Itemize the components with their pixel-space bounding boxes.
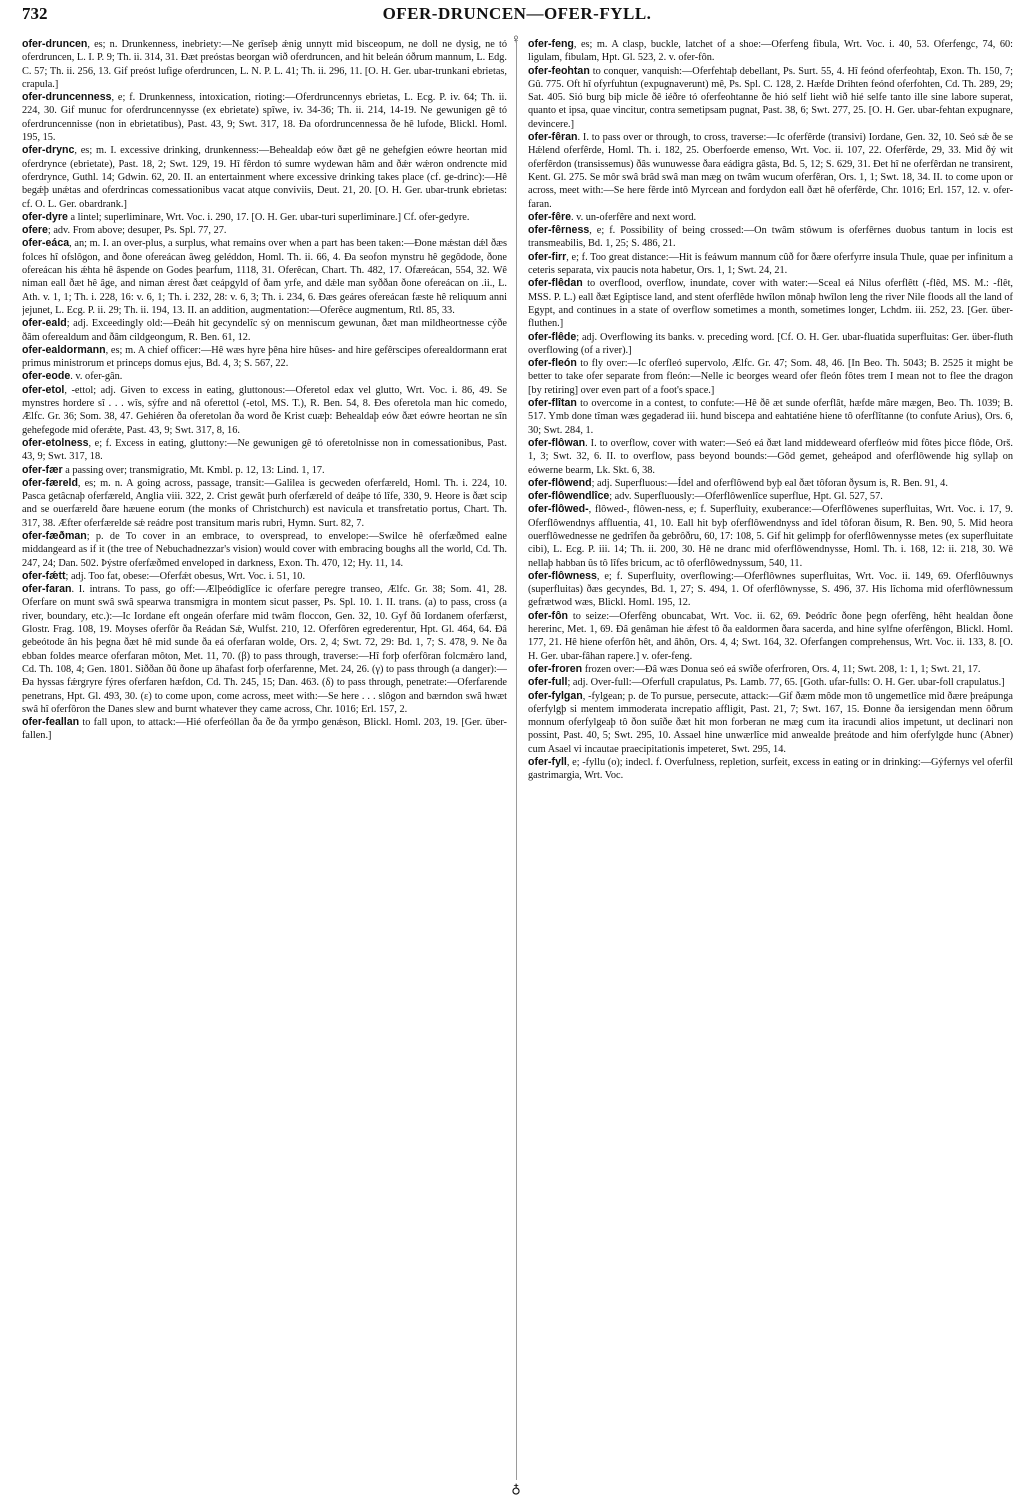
entry-headword: ofer-fôn [528,609,569,622]
entry-headword: ofer-fær [22,463,63,476]
entry-definition: frozen over:—Ðâ wæs Donua seó eá swîðe oferfroren, Ors. 4, 11; Swt. 208, 1: 1, 1; Swt. 21, 17. [582,663,981,675]
entry-headword: ofer-feng [528,38,574,50]
entry-definition: . I. to overflow, cover with water:—Seó eá ðæt land middeweard oferfleów mid fôtes þicce flôde, Orš. 1, 3; Swt. 32, 6. II. to overflow, pass beyond bounds:—Gôd gemet, geheápod and oferflôwende hig syllaþ on eówerne bearm, Lk. Skt. 6, 38. [528,437,1013,476]
column-divider [516,40,517,1480]
entry-definition: , es; n. Drunkenness, inebriety:—Ne gerîseþ ǽnig unnytt mid bisceopum, ne doll ne dysig, ne tó oferdruncen, L. I. P. 9; Th. ii. 314, 31. Ðæt preóstas beorgan wið oferdruncen, and hit beleán óðrum mannum, L. Edg. C. 57; Th. ii. 256, 13. Gif preóst lufige oferdruncen, L. N. P. L. 41; Th. ii. 296, 11. [O. H. Ger. ubar-trunkani ebrietas, crapula.] [22,39,507,90]
column-divider-bottom-ornament: ♁ [511,1481,521,1496]
entry-headword: ofer-flôwend [528,476,592,489]
entry-definition: , e; f. Excess in eating, gluttony:—Ne gewunigen gê tó oferetolnisse non in comessationibus, Past. 43, 9; Swt. 317, 18. [22,437,507,463]
dictionary-entry [528,211,1013,224]
entry-headword: ofer-froren [528,662,583,675]
dictionary-entry [22,211,507,224]
entry-headword: ofer-færeld [22,476,78,489]
entry-definition: . v. ofer-gân. [70,371,123,383]
entry-definition: , e; -fyllu (o); indecl. f. Overfulness, repletion, surfeit, excess in eating or in drinking:—Gýfernys vel oferfil gastrimargia, Wrt. Voc. [528,757,1013,782]
dictionary-entry [22,237,507,317]
entry-definition: ; adj. Exceedingly old:—Ðeáh hit gecyndelîc sý on menniscum gewunan, ðæt man mildheortnesse cýðe ðâm oferealdum and ðâm cildgeongum, R. Ben. 61, 12. [22,318,507,343]
entry-definition: , es; m. n. A going across, passage, transit:—Galilea is gecweden oferfæreld, Homl. Th. i. 224, 10. Pasca getâcnaþ oferfæreld, Anglia viii. 322, 2. Crist gewât þurh oferfæreld of deáþe tó lîfe, 330, 9. Heore is ðæt scip and se ouerfæreld ðare hæuene eorum (the monks of Christchurch) est navicula et transfretatio portus, Chart. Th. 317, 38. Æfter oferfærelde sǽ reádre post transitum maris rubri, Hymn. Surt. 82, 7. [22,477,507,529]
entry-definition: ; adj. Too fat, obese:—Oferfǽt obesus, Wrt. Voc. i. 51, 10. [65,570,306,582]
dictionary-entry [528,477,1013,490]
entry-headword: ofer-fêran [528,131,578,144]
dictionary-entry [22,370,507,383]
dictionary-entry [528,570,1013,610]
entry-headword: ofer-full [528,676,568,689]
entry-definition: , an; m. I. an over-plus, a surplus, what remains over when a part has been taken:—Ðone mǽstan dǽl ðæs folces hî ofslôgon, and ðone ofereácan âweg geléddon, Homl. Th. ii. 66, 4. Ða seofon mynstru hê gegôdode, ðone ofereácan his ǽhta hê âspende on Godes þearfum, 1118, 31. Oferêcan, Chart. Th. 482, 17. Ofæreácan, 554, 32. Wê niman eall ðæt hê âge, and niman ǽrest ðæt ceápgyld of ðam yrfe, and dǽle man syððan ðone ofereácan on .ii., L. Ath. v. 1, 1; Th. i. 228, 16: v. 6, 1; Th. i. 232, 28: v. 6, 3; Th. i. 234, 6. Ðæs geáres ofereácan fæste hê reliquum anni jejunet, L. Ecg. P. ii. 29; Th. ii. 194, 13. II. an addition, augmentation:—Oferêce augmentum, Rtl. 85, 33. [22,238,507,316]
dictionary-entry [22,477,507,530]
entry-definition: , es; m. A clasp, buckle, latchet of a shoe:—Oferfeng fibula, Wrt. Voc. i. 40, 53. Oferfengc, 74, 60: ligulam, fibulam, Hpt. Gl. 523, 2. v. ofer-fôn. [528,39,1013,64]
page-number: 732 [22,4,48,23]
dictionary-entry [528,756,1013,783]
entry-headword: ofer-drync [22,144,75,157]
dictionary-entry [22,716,507,743]
entry-headword: ofer-eáca [22,237,70,250]
dictionary-entry [528,690,1013,756]
dictionary-entry [528,676,1013,689]
entry-definition: to fly over:—Ic oferfleó supervolo, Ælfc. Gr. 47; Som. 48, 46. [In Beo. Th. 5043; B. 2525 it might be better to take ofer separate from fleón:—Nelle ic beorges weard ofer fleón fôtes trem I mean not to flee the dragon [by retiring] over even part of a foot's space.] [528,358,1013,396]
entry-headword: ofer-flêdan [528,277,583,290]
entry-definition: . I. intrans. To pass, go off:—Ælþeódiglîce ic oferfare peregre transeo, Ælfc. Gr. 38; Som. 41, 28. Oferfare on munt swâ swâ spearwa transmigra in montem sicut passer, Ps. Spl. 10. 1. II. trans. (a) to pass, cross (a river, boundary, etc.):—Ic Iordane eft ongeán oferfare mid twâm floccon, Gen. 32, 10. Gyf ðû Iordanem oferfærst, Glostr. Frag. 108, 19. Moyses oferfôr ða Reádan Sǽ, Wulfst. 210, 12. Oferfôren egrederentur, Hpt. Gl. 464, 64. Ðâ gebeótode ân his þegna ðæt hê mid sunde ða eá oferfaran wolde, Ors. 2, 4; Swt. 72, 29: Bd. 1, 7; S. 478, 9. Ne ða ebban foldes mearce oferfaran môton, Met. 11, 70. (β) to pass through, traverse:—Hî forþ oferfôran folcmǽro land, Cd. Th. 108, 4; Gen. 1801. Siððan ðû ðone up âhafast forþ oferfarenne, Met. 24, 26. (γ) to pass through (a danger):—Ða hyssas fǽrgryre fýres oferfaren hæfdon, Cd. Th. 245, 15; Dan. 463. (δ) to pass through, penetrate:—Oferfarende penetrans, Hpt. Gl. 493, 30. (ε) to come upon, come across, meet with:—Se here . . . slôgon and bærndon swâ hwæt swâ hî oferfôron the Danes slew and burnt whatever they came across, Chr. 1016; Erl. 157, 2. [22,584,507,715]
dictionary-entry [528,331,1013,358]
entry-headword: ofer-fyll [528,756,567,769]
dictionary-entry [528,251,1013,278]
entry-definition: , flôwed-, flôwen-ness, e; f. Superfluity, exuberance:—Oferflôwenes superfluitas, Wrt. Voc. i. 17, 9. Oferflôwendnys affluentia, 41, 10. Eall hit byþ oferflôwendnyss and îdel tôforan ðisum, R. Ben. 90, 5. Mid heora ouerflôwednesse ne gedrîfen ða gebrôðru, 60, 17: 108, 5. Gif hit gelimpþ for oferflôwennysse metes (ex superfluitate cibi), L. Ecg. P. iii. 14; Th. ii. 200, 30. Hê ne dranc mid oferflôwendnysse, Homl. Th. i. 168, 12: ii. 218, 30. Wê nellaþ habban ûs tô lîfes bricum, ac tô oferflôwednyssum, 540, 11. [528,504,1013,569]
dictionary-entry [528,663,1013,676]
entry-headword: ofer-flôwan [528,436,586,449]
dictionary-entry [22,437,507,464]
entry-definition: ; adj. Superfluous:—Ídel and oferflôwend byþ eal ðæt tôforan ðysum is, R. Ben. 91, 4. [591,477,948,489]
dictionary-entry [528,131,1013,211]
dictionary-entry [22,344,507,371]
entry-definition: . I. to pass over or through, to cross, traverse:—Ic oferfêrde (transivi) Iordane, Gen. 32, 10. Seó sǽ ðe se Hǽlend oferfêrde, Homl. Th. i. 182, 25. Oberfoerde emenso, Wrt. Voc. ii. 107, 22. Oferfêrde, 29, 33. Mid ðý wit oferfêrdon (transissemus) ðâs wunuwesse ðara eádigra gâsta, Bd. 5, 12; S. 629, 31. Ðet hî ne oferfêrdan ne transirent, Kent. Gl. 275. Se môr swâ brâd swâ man mæg on twâm wucum oferfêran, Ors. 1, 1; Swt. 18, 34. II. to come upon or across, meet with:—Se here fêrde intô Myrcean and fordydon eall ðæt hê oferfêrde, Chr. 1016; Erl. 157, 12. v. ofer-faran. [528,132,1013,210]
entry-definition: to overflood, overflow, inundate, cover with water:—Sceal eá Nilus oferflêtt (-flêd, MS. M.: -flêt, MSS. P. L.) eall ðæt Egiptisce land, and stent oferflêde hwîlon mônaþ hwîlon leng the river Nile floods all the land of Egypt, and continues in a state of overflow sometimes a month, sometimes longer, Lchdm. iii. 252, 23. [Ger. über-fluthen.] [528,278,1013,330]
dictionary-entry [22,583,507,716]
entry-headword: ofer-flîtan [528,397,577,410]
dictionary-entry [528,397,1013,437]
entry-definition: , e; f. Drunkenness, intoxication, rioting:—Oferdruncennys ebrietas, L. Ecg. P. iv. 64; Th. ii. 224, 30. Gif munuc for oferdruncennysse (ex ebrietate) spîwe, iv. 34-36; Th. ii. 214, 14-19. Ne gewunigen gê tó oferdruncennisse (non in ebrietatibus), Past. 43, 9; Swt. 317, 18. Ða ofordruncennessa ðe hê lufode, Blickl. Homl. 195, 15. [22,92,507,144]
entry-headword: ofer-flêde [528,330,577,343]
dictionary-entry [22,91,507,144]
entry-definition: . v. un-oferfêre and next word. [570,211,697,223]
entry-definition: a lintel; superliminare, Wrt. Voc. i. 290, 17. [O. H. Ger. ubar-turi superliminare.] Cf. ofer-gedyre. [67,211,470,223]
dictionary-entry [528,610,1013,663]
entry-headword: ofer-fêrness [528,224,590,237]
dictionary-entry [528,490,1013,503]
entry-headword: ofer-druncen [22,38,88,50]
entry-headword: ofer-eald [22,317,67,330]
entry-headword: ofer-feallan [22,716,80,729]
right-column [528,38,1013,1478]
entry-headword: ofer-fǽtt [22,569,66,582]
dictionary-entry [22,144,507,210]
entry-definition: , es; m. I. excessive drinking, drunkenness:—Behealdaþ eów ðæt gê ne gehefgien eówre heortan mid oferdrynce (ebrietate), Past. 18, 2; Swt. 129, 19. Hî fêrdon tó sumre wydewan hâm and ðǽr wǽron ondrencte mid oferdrynce, Guthl. 14; Gdwin. 62, 20. II. an entertainment where excessive drinking takes place (cf. ge-drinc):—Hê begǽþ unǽtas and oferdrincas comessationibus vacat atque conviviis, Deut. 21, 20. [O. H. Ger. ubar-trunk ebrietas: cf. O. L. Ger. obardrank.] [22,145,507,210]
entry-headword: ofer-dyre [22,210,68,223]
dictionary-entry [528,277,1013,330]
entry-definition: , -fylgean; p. de To pursue, persecute, attack:—Gif ðæm môde mon tô ungemetlîce mid ðære þreápunga oferfylgþ si mentem immoderata increpatio affligit, Past. 21, 7; Swt. 167, 15. Ðonne ða iersigendan menn ôðrum monnum oferfylgeaþ tô ðon suîðe ðæt hit mon forberan ne mæg cum ita iracundi alios impetunt, ut declinari non possint, Past. 40, 5; Swt. 295, 10. Assael hine unwærlîce mid anwealde þreátode and him oferfylgde hunc (Abner) cum Asael vi incautae praecipitationis impeteret, Swt. 295, 14. [528,690,1013,755]
entry-definition: to fall upon, to attack:—Hié oferfeóllan ða ðe ða yrmþo genǽson, Blickl. Homl. 203, 19. [Ger. über-fallen.] [22,717,507,742]
entry-headword: ofer-etol [22,383,65,396]
dictionary-entry [22,530,507,570]
entry-headword: ofer-feohtan [528,64,590,77]
dictionary-entry [22,224,507,237]
dictionary-entry [528,38,1013,65]
entry-definition: to overcome in a contest, to confute:—Hê ðê æt sunde oferflât, hæfde mâre mægen, Beo. Th. 1039; B. 517. Ymb done tîman wæs gegaderad iii. hund biscepa and eahtatiéne hiene tô oferflîtanne (to confute Arius), Ors. 6, 30; Swt. 284, 1. [528,398,1013,436]
entry-definition: to seize:—Oferfêng obuncabat, Wrt. Voc. ii. 62, 69. Þeódrîc ðone þegn oferfêng, hêht healdan ðone hererinc, Met. 1, 69. Ðâ genâman hie ǽfest tô ða ealdormen ðara sacerda, and hine sylfne oferfêngon, Blickl. Homl. 177, 21. Hê hiene oferfôn hêt, and âhôn, Ors. 4, 4; Swt. 164, 32. Oferfangen comprehensus, Wrt. Voc. ii. 133, 8. [O. H. Ger. ubar-fâhan rapere.] v. ofer-feng. [528,610,1013,662]
entry-headword: ofer-flôwendlîce [528,490,610,503]
entry-headword: ofer-fæðman [22,529,87,542]
dictionary-entry [22,384,507,437]
entry-definition: ; adv. From above; desuper, Ps. Spl. 77, 27. [47,225,227,237]
dictionary-entry [22,570,507,583]
entry-headword: ofere [22,224,48,237]
entry-headword: ofer-flôwness [528,569,597,582]
entry-headword: ofer-etolness [22,436,89,449]
entry-headword: ofer-eode [22,370,71,383]
entry-headword: ofer-druncenness [22,91,112,104]
page-header [22,4,1012,30]
entry-definition: , -ettol; adj. Given to excess in eating, gluttonous:—Oferetol edax vel glutto, Wrt. Voc. i. 86, 49. Se mynstres hordere sî . . . wîs, sýfre and nâ oferettol (-etol, MS. T.), R. Ben. 54, 8. Ðes oferetola man hic comedo, Ælfc. Gr. 36; Som. 38, 47. Gehiéren ða oferetolan ða word ðe Krist cuæþ: Behealdaþ eów ðæt eówre heortan ne sîn gehefegode mid oferǽte, Past. 43, 9; Swt. 317, 8, 16. [22,384,507,436]
entry-definition: , e; f. Possibility of being crossed:—On twâm stôwum is oferfêrnes duobus tantum in locis est transmeabilis, Bd. 1, 25; S. 486, 21. [528,225,1013,250]
dictionary-entry [22,464,507,477]
entry-headword: ofer-fleón [528,357,577,370]
entry-definition: a passing over; transmigratio, Mt. Kmbl. p. 12, 13: Lind. 1, 17. [62,464,325,476]
left-column [22,38,507,1478]
entry-headword: ofer-fylgan [528,689,583,702]
entry-definition: ; adj. Overflowing its banks. v. preceding word. [Cf. O. H. Ger. ubar-fluatida superfluitas: Ger. über-fluth overflowing (of a river).] [528,331,1013,356]
running-head: OFER-DRUNCEN—OFER-FYLL. [382,4,652,23]
entry-headword: ofer-flôwed- [528,503,589,516]
entry-definition: , e; f. Superfluity, overflowing:—Oferflôwnes superfluitas, Wrt. Voc. ii. 149, 69. Oferflôuwnys (superfluitas) ðæs gecyndes, Bd. 1, 27; S. 494, 1. Of oferflôwnysse, S. 496, 37. His lîchoma mid oferflôwnessum gefrætwod wæs, Blickl. Homl. 195, 12. [528,570,1013,609]
dictionary-entry [528,503,1013,569]
dictionary-entry [22,38,507,91]
entry-headword: ofer-fêre [528,210,571,223]
entry-definition: ; adv. Superfluously:—Oferflôwenlîce superflue, Hpt. Gl. 527, 57. [609,491,883,503]
dictionary-entry [528,65,1013,131]
column-divider-top-ornament: ♀ [511,31,521,46]
entry-definition: to conquer, vanquish:—Oferfehtaþ debellant, Ps. Surt. 55, 4. Hî feónd oferfeohtaþ, Exon. Th. 150, 7; Gû. 775. Oft hî ofyrfuhtun (expugnaverunt) mê, Ps. Spl. C. 128, 2. Hæfde Drihten feónd oferfohten, Cd. Th. 289, 29; Sat. 405. Sió burg biþ micle ðê iéðre tó oferfeohtanne ðe hió self lieht wið hié selfe tanto ille sine labore superat, quanto et ipsa, quae vincitur, contra semetipsam pugnat, Past. 38, 6; Swt. 277, 25. [O. H. Ger. ubar-fehtan expugnare, devincere.] [528,65,1013,130]
dictionary-entry [22,317,507,344]
dictionary-entry [528,224,1013,251]
dictionary-entry [528,357,1013,397]
entry-headword: ofer-faran [22,583,72,596]
entry-definition: , e; f. Too great distance:—Hit is feáwum mannum cûð for ðære oferfyrre insula Thule, quae per infinitum a ceteris separata, vix paucis nota habetur, Ors. 1, 1; Swt. 24, 21. [528,251,1013,277]
entry-headword: ofer-firr [528,250,567,263]
entry-definition: , es; m. A chief officer:—Hê wæs hyre þêna hire hûses- and hire gefêrscipes oferealdormann erat primus ministrorum et princeps domus ejus, Bd. 4, 3; S. 567, 22. [22,344,507,370]
entry-definition: ; p. de To cover in an embrace, to overspread, to envelope:—Swilce hê oferfæðmed ealne middangeard as if it (the tree of Nebuchadnezzar's vision) would cover with embracing boughs all the world, Cd. Th. 247, 24; Dan. 502. Þýstre oferfæðmed enveloped in darkness, Exon. Th. 470, 12; Hy. 11, 14. [22,530,507,569]
dictionary-entry [528,437,1013,477]
entry-headword: ofer-ealdormann [22,343,106,356]
entry-definition: ; adj. Over-full:—Oferfull crapulatus, Ps. Lamb. 77, 65. [Goth. ufar-fulls: O. H. Ger. ubar-foll crapulatus.] [567,677,1005,689]
